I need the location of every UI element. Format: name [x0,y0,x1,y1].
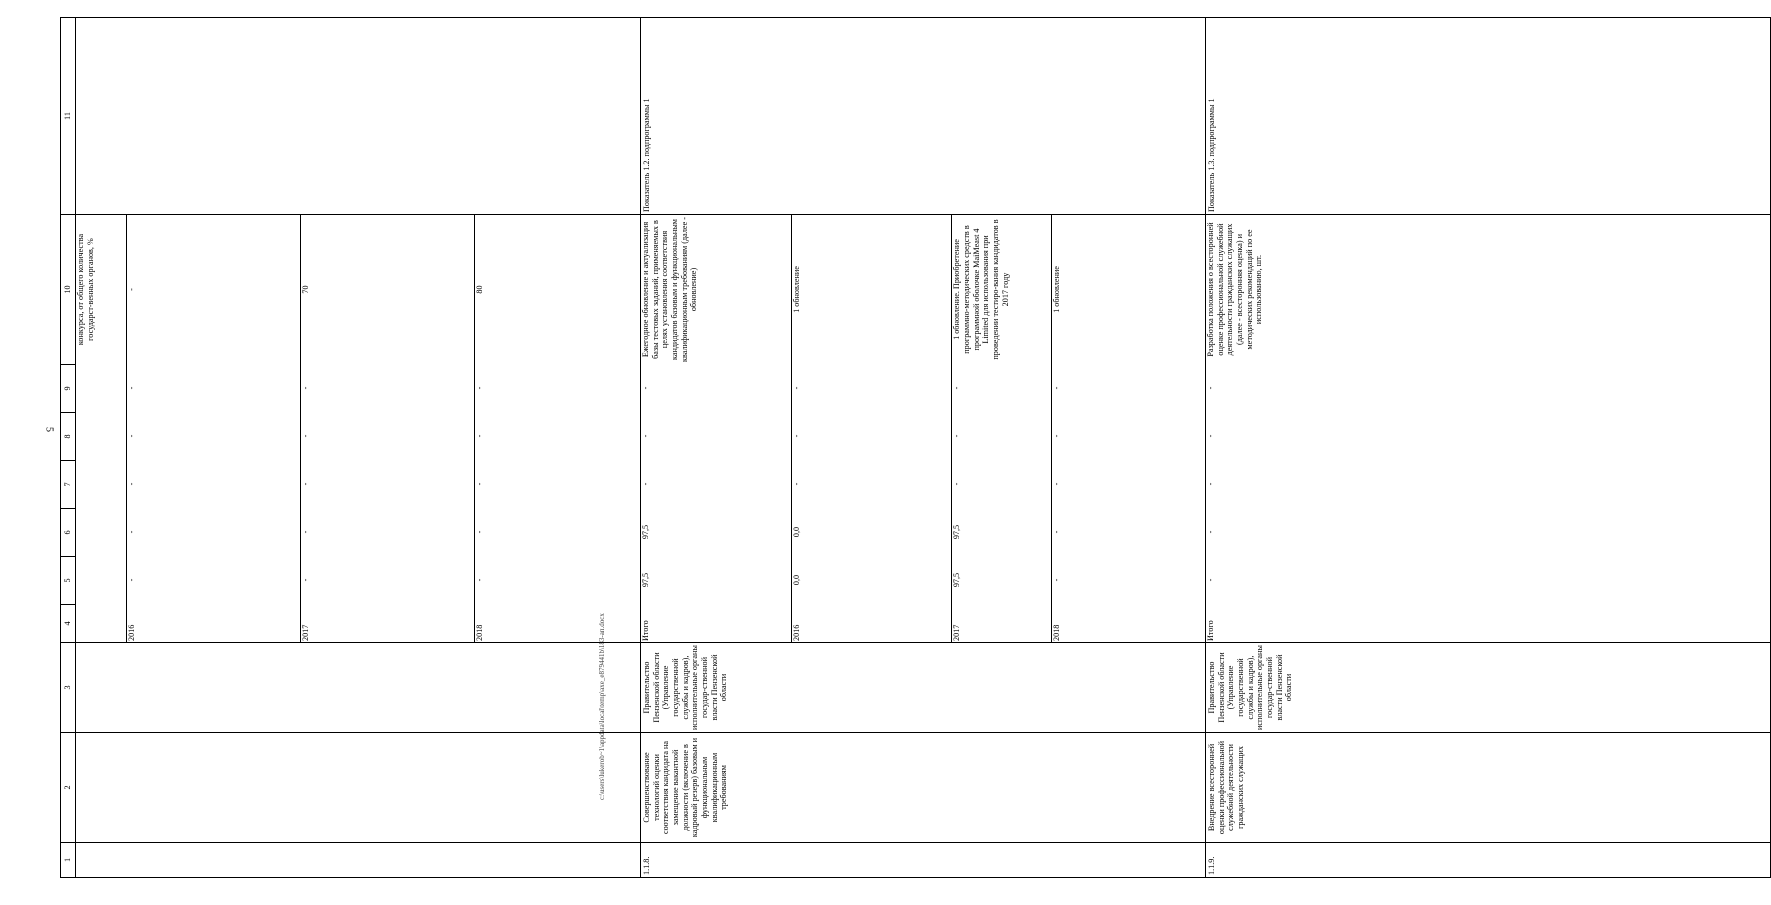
value-cell: - [791,412,952,460]
result-text: 1 обновление. Приобретение программно-методических средств в программной оболочке MaiMeast 4 Limited для использования при проведении тестиро-вания кандидатов в 2017 году [952,215,1052,364]
value-cell: - [1206,578,1215,582]
col-header: 8 [61,413,76,461]
value-cell: - [300,364,474,412]
row-number: 1.1.9. [1206,843,1771,878]
value-cell: - [791,364,952,412]
rotated-table-container [60,18,1294,878]
sub-rows [1206,215,1771,643]
value-cell: 97,5 [952,556,1052,604]
indicator: Показатель 1.2. подпрограммы 1 [641,18,1206,215]
col-header: 1 [61,843,76,878]
continuation-text: конкурса, от общего количества государст-венных органов, % [76,233,95,346]
value-cell: - [1206,386,1215,390]
value-cell: - [126,215,300,364]
value-cell: - [474,556,640,604]
value-cell: - [1052,412,1205,460]
row-number: 1.1.8. [641,843,1206,878]
sub-rows-inner [641,215,1205,642]
continuation-inner [76,215,640,642]
sub-rows [641,215,1206,643]
col-header: 2 [61,733,76,843]
continuation-cells [76,215,641,643]
col-header: 11 [61,18,76,215]
activity-name: Совершенствование технологий оценки соответствия кандидата на замещение вакантной должности (включение в кадровый резерв) базовым и функциональным квалификационным требованиям [641,733,1206,843]
value-cell: - [126,508,300,556]
value-cell: - [474,364,640,412]
table-row [641,18,1206,878]
value-cell: - [126,364,300,412]
col-header: 10 [61,215,76,365]
value-cell: - [300,556,474,604]
value-cell: - [1206,482,1215,486]
value-cell: - [952,412,1052,460]
result-text: Ежегодное обновление и актуализация базы тестовых заданий, применяемых в целях установления соответствия кандидатов базовым и функциональным квалификационным требованиям (далее - обновление) [641,217,699,362]
col-header: 4 [61,605,76,643]
year-cell: 2018 [474,604,640,642]
value-cell: - [1206,434,1215,438]
header-row [61,18,76,878]
year-cell: 2016 [126,604,300,642]
value-cell: - [1052,460,1205,508]
value-cell: - [1052,556,1205,604]
value-cell: - [474,508,640,556]
result-text: 1 обновление [1052,215,1205,364]
value-cell: - [641,434,650,438]
value-cell: - [641,386,650,390]
value-cell: - [1052,364,1205,412]
value-cell: - [300,460,474,508]
value-cell: 0,0 [791,556,952,604]
year-cell: 2017 [300,604,474,642]
col-header: 7 [61,461,76,509]
sub-rows-inner [1206,215,1770,642]
value-cell: - [474,412,640,460]
executor: Правительство Пензенской области (Управление государственной службы и кадров), исполнительные органы государ-ственной власти Пензенской области [1206,643,1771,733]
executor: Правительство Пензенской области (Управление государственной службы и кадров), исполнительные органы государ-ственной власти Пензенской области [641,643,1206,733]
table-row [1206,18,1771,878]
value-cell: - [1052,508,1205,556]
col-header: 5 [61,557,76,605]
value-cell: - [791,460,952,508]
col-header: 6 [61,509,76,557]
col-header: 9 [61,365,76,413]
result-text: 1 обновление [791,215,952,364]
value-cell: - [641,482,650,486]
value-cell: 80 [474,215,640,364]
value-cell: 97,5 [641,524,650,540]
value-cell: - [126,412,300,460]
year-cell: 2016 [791,604,952,642]
value-cell: - [1206,530,1215,534]
continuation-row [76,18,641,878]
value-cell: - [300,412,474,460]
value-cell: - [300,508,474,556]
value-cell: - [952,460,1052,508]
col-header: 3 [61,643,76,733]
activity-name: Внедрение всесторонней оценки профессиональной служебной деятельности гражданских служащих [1206,733,1771,843]
page-number: 5 [43,427,55,432]
result-text: Разработка положения о всесторонней оценке профессиональной служебной деятельности гражданских служащих (далее - всесторонняя оценка) и методических рекомендаций по ее использованию, шт. [1206,222,1264,357]
year-cell: Итого [1206,620,1215,641]
value-cell: - [126,460,300,508]
year-cell: 2017 [952,604,1052,642]
value-cell: 0,0 [791,508,952,556]
program-table [60,17,1771,878]
value-cell: - [952,364,1052,412]
year-cell: Итого [641,620,650,641]
value-cell: - [474,460,640,508]
value-cell: - [126,556,300,604]
indicator: Показатель 1.3. подпрограммы 1 [1206,18,1771,215]
value-cell: 97,5 [952,508,1052,556]
year-cell: 2018 [1052,604,1205,642]
value-cell: 70 [300,215,474,364]
value-cell: 97,5 [641,572,650,588]
file-path-footer: c:\users\lukerob~1\appdata\local\temp\axe_e879441b\183-ап.docx [598,613,606,800]
